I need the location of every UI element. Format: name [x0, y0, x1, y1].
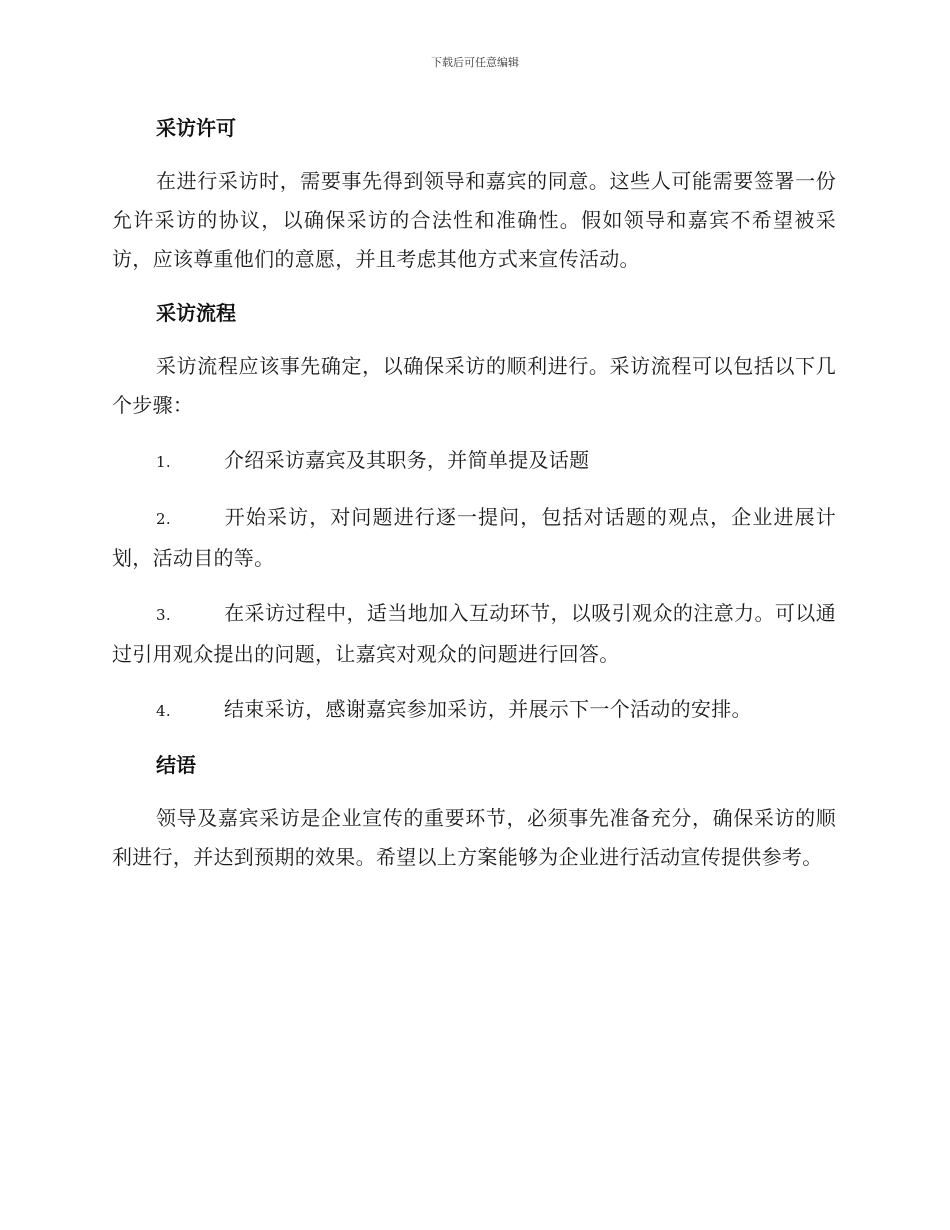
- list-item-text: 结束采访，感谢嘉宾参加采访，并展示下一个活动的安排。: [224, 697, 752, 721]
- section-title-permission: 采访许可: [156, 116, 236, 140]
- list-item-number: 2.: [156, 510, 171, 528]
- list-item: [112, 498, 836, 578]
- list-item: [112, 690, 836, 731]
- list-item-number: 3.: [156, 606, 171, 624]
- list-item-text: 开始采访，对问题进行逐一提问，包括对话题的观点，企业进展计划，活动目的等。: [112, 505, 836, 570]
- paragraph-permission: 在进行采访时，需要事先得到领导和嘉宾的同意。这些人可能需要签署一份允许采访的协议，以确保采访的合法性和准确性。假如领导和嘉宾不希望被采访，应该尊重他们的意愿，并且考虑其他方式来宣传活动。: [112, 169, 836, 271]
- section-title-process: 采访流程: [156, 301, 236, 325]
- page-header: 下载后可任意编辑: [431, 56, 519, 69]
- document-body: [112, 108, 836, 877]
- section-title-conclusion: 结语: [156, 753, 196, 777]
- paragraph-conclusion: 领导及嘉宾采访是企业宣传的重要环节，必须事先准备充分，确保采访的顺利进行，并达到预期的效果。希望以上方案能够为企业进行活动宣传提供参考。: [112, 806, 836, 869]
- list-item-number: 1.: [156, 453, 171, 471]
- list-item-text: 介绍采访嘉宾及其职务，并简单提及话题: [224, 448, 590, 472]
- paragraph-process: 采访流程应该事先确定，以确保采访的顺利进行。采访流程可以包括以下几个步骤：: [112, 354, 836, 417]
- list-item-number: 4.: [156, 702, 171, 720]
- list-item-text: 在采访过程中，适当地加入互动环节，以吸引观众的注意力。可以通过引用观众提出的问题，让嘉宾对观众的问题进行回答。: [112, 601, 836, 666]
- list-item: [112, 594, 836, 674]
- list-item: [112, 441, 836, 482]
